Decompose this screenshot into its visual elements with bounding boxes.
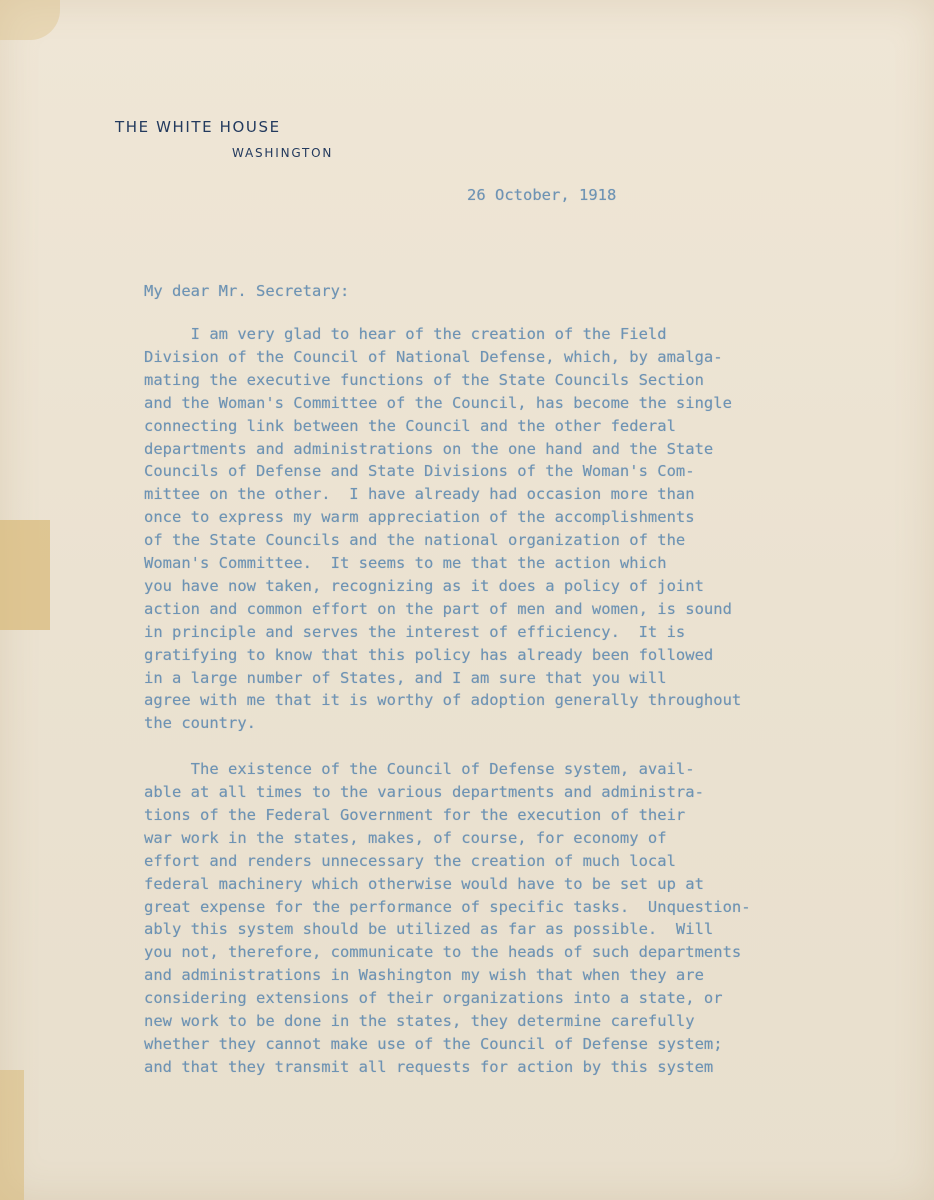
body-line: war work in the states, makes, of course, for economy of xyxy=(144,828,667,847)
body-line: and the Woman's Committee of the Council, has become the single xyxy=(144,393,732,412)
body-line: agree with me that it is worthy of adoption generally throughout xyxy=(144,691,742,710)
body-line: whether they cannot make use of the Council of Defense system; xyxy=(144,1034,723,1053)
body-line: gratifying to know that this policy has already been followed xyxy=(144,645,714,664)
body-line: in principle and serves the interest of efficiency. It is xyxy=(144,622,686,641)
letter-salutation: My dear Mr. Secretary: xyxy=(144,282,350,300)
body-line: federal machinery which otherwise would have to be set up at xyxy=(144,874,704,893)
body-line: new work to be done in the states, they determine carefully xyxy=(144,1012,695,1030)
body-line: able at all times to the various departments and administra- xyxy=(144,783,704,801)
body-line: Woman's Committee. It seems to me that the action which xyxy=(144,554,667,572)
body-line: tions of the Federal Government for the execution of their xyxy=(144,805,686,824)
body-line: Division of the Council of National Defense, which, by amalga- xyxy=(144,347,723,366)
body-line: in a large number of States, and I am sure that you will xyxy=(144,668,667,687)
letterhead-title: THE WHITE HOUSE xyxy=(115,118,281,136)
body-line: of the State Councils and the national organization of the xyxy=(144,531,686,550)
body-line: connecting link between the Council and the other federal xyxy=(144,416,676,435)
body-line: mittee on the other. I have already had occasion more than xyxy=(144,485,695,504)
body-line: you have now taken, recognizing as it does a policy of joint xyxy=(144,576,704,595)
body-line: and that they transmit all requests for action by this system xyxy=(144,1057,714,1076)
paper-stain xyxy=(0,1070,24,1200)
body-line: The existence of the Council of Defense system, avail- xyxy=(144,760,695,779)
body-line: ably this system should be utilized as far as possible. Will xyxy=(144,920,714,939)
body-line: considering extensions of their organizations into a state, or xyxy=(144,989,723,1008)
body-line: I am very glad to hear of the creation of the Field xyxy=(144,325,667,343)
letter-date: 26 October, 1918 xyxy=(467,186,617,204)
body-line: and administrations in Washington my wish that when they are xyxy=(144,966,704,985)
body-line: once to express my warm appreciation of the accomplishments xyxy=(144,508,695,527)
body-line: departments and administrations on the one hand and the State xyxy=(144,439,714,458)
body-line: mating the executive functions of the State Councils Section xyxy=(144,370,704,389)
body-line: great expense for the performance of specific tasks. Unquestion- xyxy=(144,897,751,916)
paper-stain xyxy=(0,0,60,40)
body-line: you not, therefore, communicate to the heads of such departments xyxy=(144,943,742,962)
body-line: Councils of Defense and State Divisions of the Woman's Com- xyxy=(144,462,695,481)
letterhead-subtitle: WASHINGTON xyxy=(232,146,334,160)
body-line: effort and renders unnecessary the creation of much local xyxy=(144,851,676,870)
paper-stain xyxy=(0,520,50,630)
body-line: action and common effort on the part of men and women, is sound xyxy=(144,599,732,618)
body-line: the country. xyxy=(144,714,256,733)
